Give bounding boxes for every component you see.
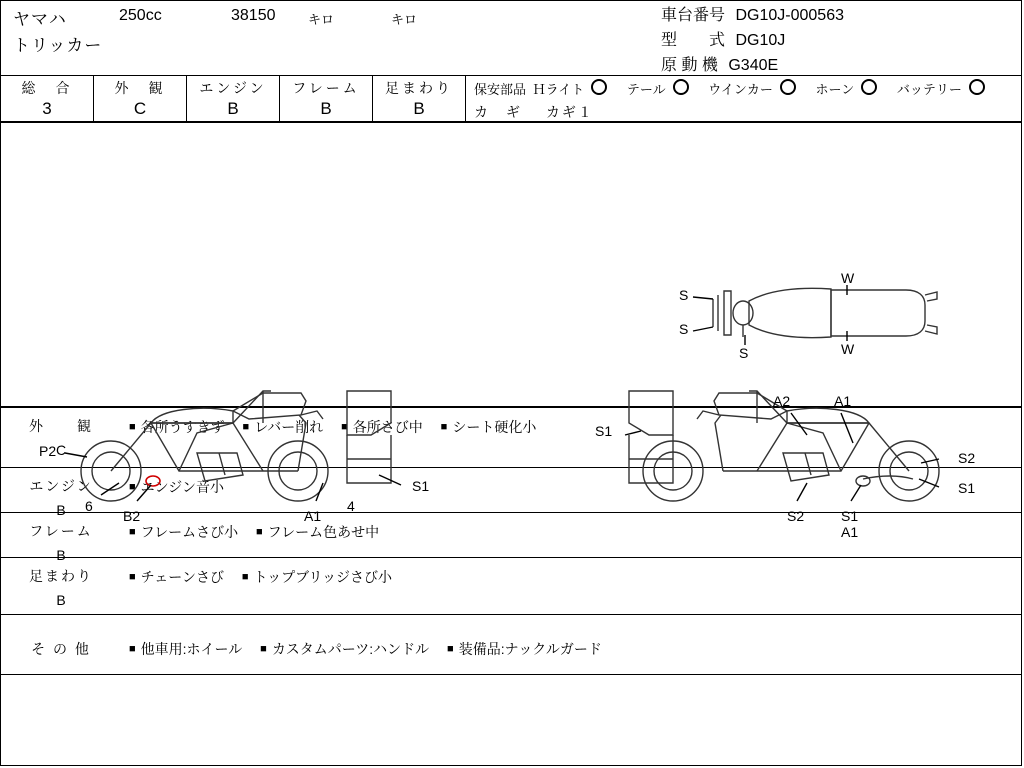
diagram-label-top-s3: S xyxy=(739,345,749,361)
diagram-label-right-s1a: S1 xyxy=(595,423,613,439)
model-name: トリッカー xyxy=(13,36,103,55)
grade-title-frame: フレーム xyxy=(292,80,360,96)
circle-icon-battery xyxy=(969,79,985,95)
odometer-value: 38150 xyxy=(231,7,276,24)
comment-key-title-exterior: 外 観 xyxy=(29,418,93,434)
grade-value-suspension: B xyxy=(413,99,425,118)
other-item: 他車用:ホイール xyxy=(140,641,243,657)
comment-key-title-engine: エンジン xyxy=(29,478,93,494)
diagram-label-left-6: 6 xyxy=(85,498,93,514)
diagram-label-right-s2b: S2 xyxy=(787,508,805,524)
type-row xyxy=(661,28,844,53)
safety-label-battery: バッテリー xyxy=(896,82,962,97)
comment-item: 各所さび中 xyxy=(352,419,423,435)
diagram-label-top-w1: W xyxy=(841,270,855,286)
diagram-label-right-a2: A2 xyxy=(773,393,791,409)
comment-key-title-suspension: 足まわり xyxy=(29,568,93,584)
comment-key-engine xyxy=(1,468,121,518)
square-bullet-icon: ■ xyxy=(129,571,136,583)
comment-item: フレームさび小 xyxy=(140,524,239,540)
comment-row-blank xyxy=(1,675,1021,733)
comment-item: エンジン音小 xyxy=(140,479,224,495)
diagram-label-left-a1: A1 xyxy=(304,508,322,524)
comment-row-suspension xyxy=(1,558,1021,615)
diagram-label-top-s1: S xyxy=(679,287,689,303)
comment-item: レバー削れ xyxy=(254,419,324,435)
odometer-unit: キロ xyxy=(308,12,335,27)
diagram-drawings xyxy=(1,123,1023,408)
comment-values-frame xyxy=(121,513,1021,557)
square-bullet-icon: ■ xyxy=(242,421,250,433)
square-bullet-icon: ■ xyxy=(241,571,249,583)
comment-key-title-other: そ の 他 xyxy=(31,641,91,657)
odometer-unit-secondary: キロ xyxy=(391,12,418,27)
comment-item: シート硬化小 xyxy=(452,419,537,435)
diagram-label-right-a1: A1 xyxy=(834,393,852,409)
square-bullet-icon: ■ xyxy=(447,643,454,655)
grade-cell-total xyxy=(1,76,94,121)
diagram-label-left-p2: P2 xyxy=(39,443,57,459)
grade-value-engine: B xyxy=(227,99,239,118)
comment-item: チェーンさび xyxy=(140,569,224,585)
square-bullet-icon: ■ xyxy=(440,421,448,433)
comment-values-suspension xyxy=(121,558,1021,614)
square-bullet-icon: ■ xyxy=(129,421,136,433)
frame-number-row xyxy=(661,3,844,28)
grade-title-exterior: 外 観 xyxy=(114,80,166,96)
safety-label-winker: ウインカー xyxy=(708,82,773,97)
grade-value-frame: B xyxy=(320,99,332,118)
diagram-label-top-w2: W xyxy=(841,341,855,357)
comment-item: フレーム色あせ中 xyxy=(267,524,380,540)
comment-key-grade-suspension: B xyxy=(56,592,66,608)
comment-values-blank xyxy=(121,675,1021,733)
frame-number-label: 車台番号 xyxy=(661,7,726,24)
grade-value-total: 3 xyxy=(42,99,52,118)
comment-key-frame xyxy=(1,513,121,563)
key-row xyxy=(474,102,1021,122)
comment-key-exterior xyxy=(1,408,121,467)
safety-label-tail: テール xyxy=(626,82,666,97)
comment-values-exterior xyxy=(121,408,1021,467)
grade-value-exterior: C xyxy=(133,99,147,118)
comment-item: 各所うすきず xyxy=(140,419,225,435)
diagram-label-right-s1c: S1 xyxy=(841,508,859,524)
comment-item: トップブリッジさび小 xyxy=(253,569,392,585)
square-bullet-icon: ■ xyxy=(129,526,136,538)
grade-cell-suspension xyxy=(373,76,466,121)
diagram-label-right-s2a: S2 xyxy=(958,450,976,466)
diagram-label-right-a1b: A1 xyxy=(841,524,859,540)
comment-key-grade-exterior: C xyxy=(55,442,67,458)
comment-key-other xyxy=(1,615,121,674)
circle-icon-tail xyxy=(673,79,689,95)
maker-name: ヤマハ xyxy=(13,10,67,29)
displacement: 250cc xyxy=(119,7,162,24)
comment-key-title-frame: フレーム xyxy=(29,523,93,539)
safety-items-row xyxy=(474,79,1021,98)
diagram-label-right-s1b: S1 xyxy=(958,480,976,496)
key-label: カ ギ xyxy=(474,104,522,120)
engine-value: G340E xyxy=(728,57,779,74)
engine-label: 原 動 機 xyxy=(661,57,718,74)
safety-label-horn: ホーン xyxy=(815,82,855,97)
vehicle-ids xyxy=(661,3,844,78)
grade-cell-engine xyxy=(187,76,280,121)
comment-row-other xyxy=(1,615,1021,675)
key-value: カギ１ xyxy=(545,104,594,120)
comment-row-exterior xyxy=(1,408,1021,468)
square-bullet-icon: ■ xyxy=(129,481,136,493)
grade-cell-exterior xyxy=(94,76,187,121)
frame-number-value: DG10J-000563 xyxy=(735,7,844,24)
comment-key-suspension xyxy=(1,558,121,614)
comment-key-grade-frame: B xyxy=(56,547,66,563)
circle-icon-winker xyxy=(780,79,796,95)
diagram-label-left-4: 4 xyxy=(347,498,355,514)
type-label: 型 式 xyxy=(661,32,726,49)
grade-title-total: 総 合 xyxy=(21,80,73,96)
grade-title-engine: エンジン xyxy=(199,80,267,96)
type-value: DG10J xyxy=(735,32,786,49)
comment-key-grade-engine: B xyxy=(56,502,66,518)
other-item: カスタムパーツ:ハンドル xyxy=(271,641,430,657)
engine-row xyxy=(661,53,844,78)
safety-label-headlight: Ｈライト xyxy=(532,82,585,97)
square-bullet-icon: ■ xyxy=(256,526,263,538)
square-bullet-icon: ■ xyxy=(341,421,348,433)
comment-key-blank xyxy=(1,675,121,733)
grade-title-suspension: 足まわり xyxy=(385,80,453,96)
diagram-label-left-s1: S1 xyxy=(412,478,430,494)
grade-row xyxy=(1,76,1021,123)
safety-equipment-block xyxy=(466,76,1021,121)
other-item: 装備品:ナックルガード xyxy=(458,641,602,657)
diagram-label-top-s2: S xyxy=(679,321,689,337)
safety-title: 保安部品 xyxy=(474,82,527,97)
circle-icon-headlight xyxy=(591,79,607,95)
header xyxy=(1,1,1021,76)
grade-cell-frame xyxy=(280,76,373,121)
comment-values-other xyxy=(121,615,1021,674)
circle-icon-horn xyxy=(861,79,877,95)
diagram-label-left-b2: B2 xyxy=(123,508,141,524)
comment-row-frame xyxy=(1,513,1021,563)
square-bullet-icon: ■ xyxy=(260,643,267,655)
square-bullet-icon: ■ xyxy=(129,643,136,655)
